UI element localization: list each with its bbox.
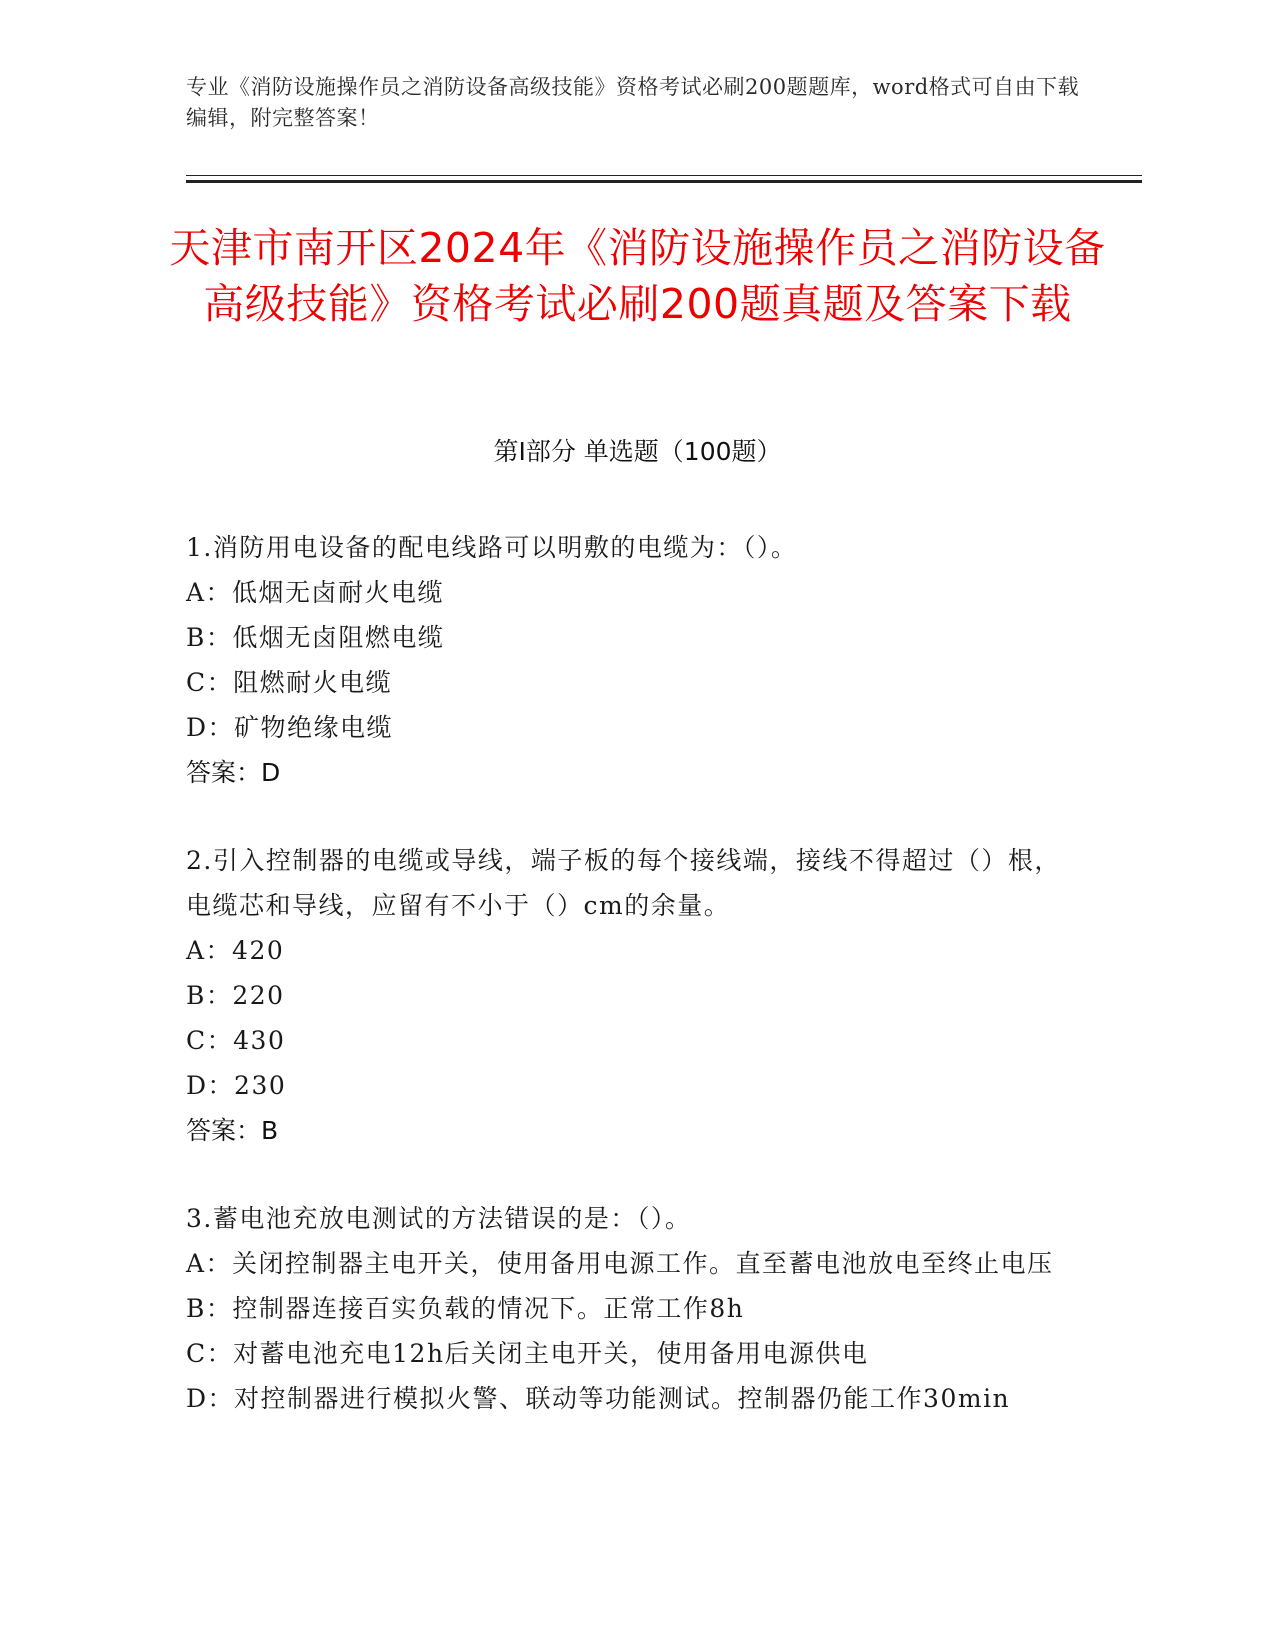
question-2 bbox=[186, 838, 1066, 1153]
option-c: C：430 bbox=[186, 1026, 286, 1055]
option-b: B：控制器连接百实负载的情况下。正常工作8h bbox=[186, 1294, 745, 1323]
option-b: B：220 bbox=[186, 981, 285, 1010]
option-b: B：低烟无卤阻燃电缆 bbox=[186, 623, 445, 652]
option-a: A：低烟无卤耐火电缆 bbox=[186, 578, 445, 607]
option-a: A：关闭控制器主电开关，使用备用电源工作。直至蓄电池放电至终止电压 bbox=[186, 1249, 1054, 1278]
header-divider-thin bbox=[186, 175, 1142, 176]
option-c: C：阻燃耐火电缆 bbox=[186, 668, 393, 697]
header-divider-thick bbox=[186, 180, 1142, 183]
option-d: D：矿物绝缘电缆 bbox=[186, 713, 394, 742]
question-list bbox=[186, 525, 1066, 1464]
question-1 bbox=[186, 525, 1066, 795]
option-a: A：420 bbox=[186, 936, 285, 965]
header-note: 专业《消防设施操作员之消防设备高级技能》资格考试必刷200题题库，word格式可自由下载编辑，附完整答案！ bbox=[186, 75, 1080, 130]
section-heading: 第Ⅰ部分 单选题（100题） bbox=[493, 437, 782, 466]
option-c: C：对蓄电池充电12h后关闭主电开关，使用备用电源供电 bbox=[186, 1339, 869, 1368]
option-d: D：230 bbox=[186, 1071, 287, 1100]
option-d: D：对控制器进行模拟火警、联动等功能测试。控制器仍能工作30min bbox=[186, 1384, 1011, 1413]
document-title: 天津市南开区2024年《消防设施操作员之消防设备高级技能》资格考试必刷200题真题及答案下载 bbox=[169, 224, 1106, 328]
question-stem: 3.蓄电池充放电测试的方法错误的是：（）。 bbox=[186, 1204, 692, 1233]
question-3 bbox=[186, 1196, 1066, 1421]
answer-line: 答案：D bbox=[186, 758, 281, 787]
answer-line: 答案：B bbox=[186, 1116, 279, 1145]
question-stem: 2.引入控制器的电缆或导线，端子板的每个接线端，接线不得超过（）根，电缆芯和导线，应留有不小于（）cm的余量。 bbox=[186, 846, 1061, 920]
question-stem: 1.消防用电设备的配电线路可以明敷的电缆为：（）。 bbox=[186, 533, 798, 562]
